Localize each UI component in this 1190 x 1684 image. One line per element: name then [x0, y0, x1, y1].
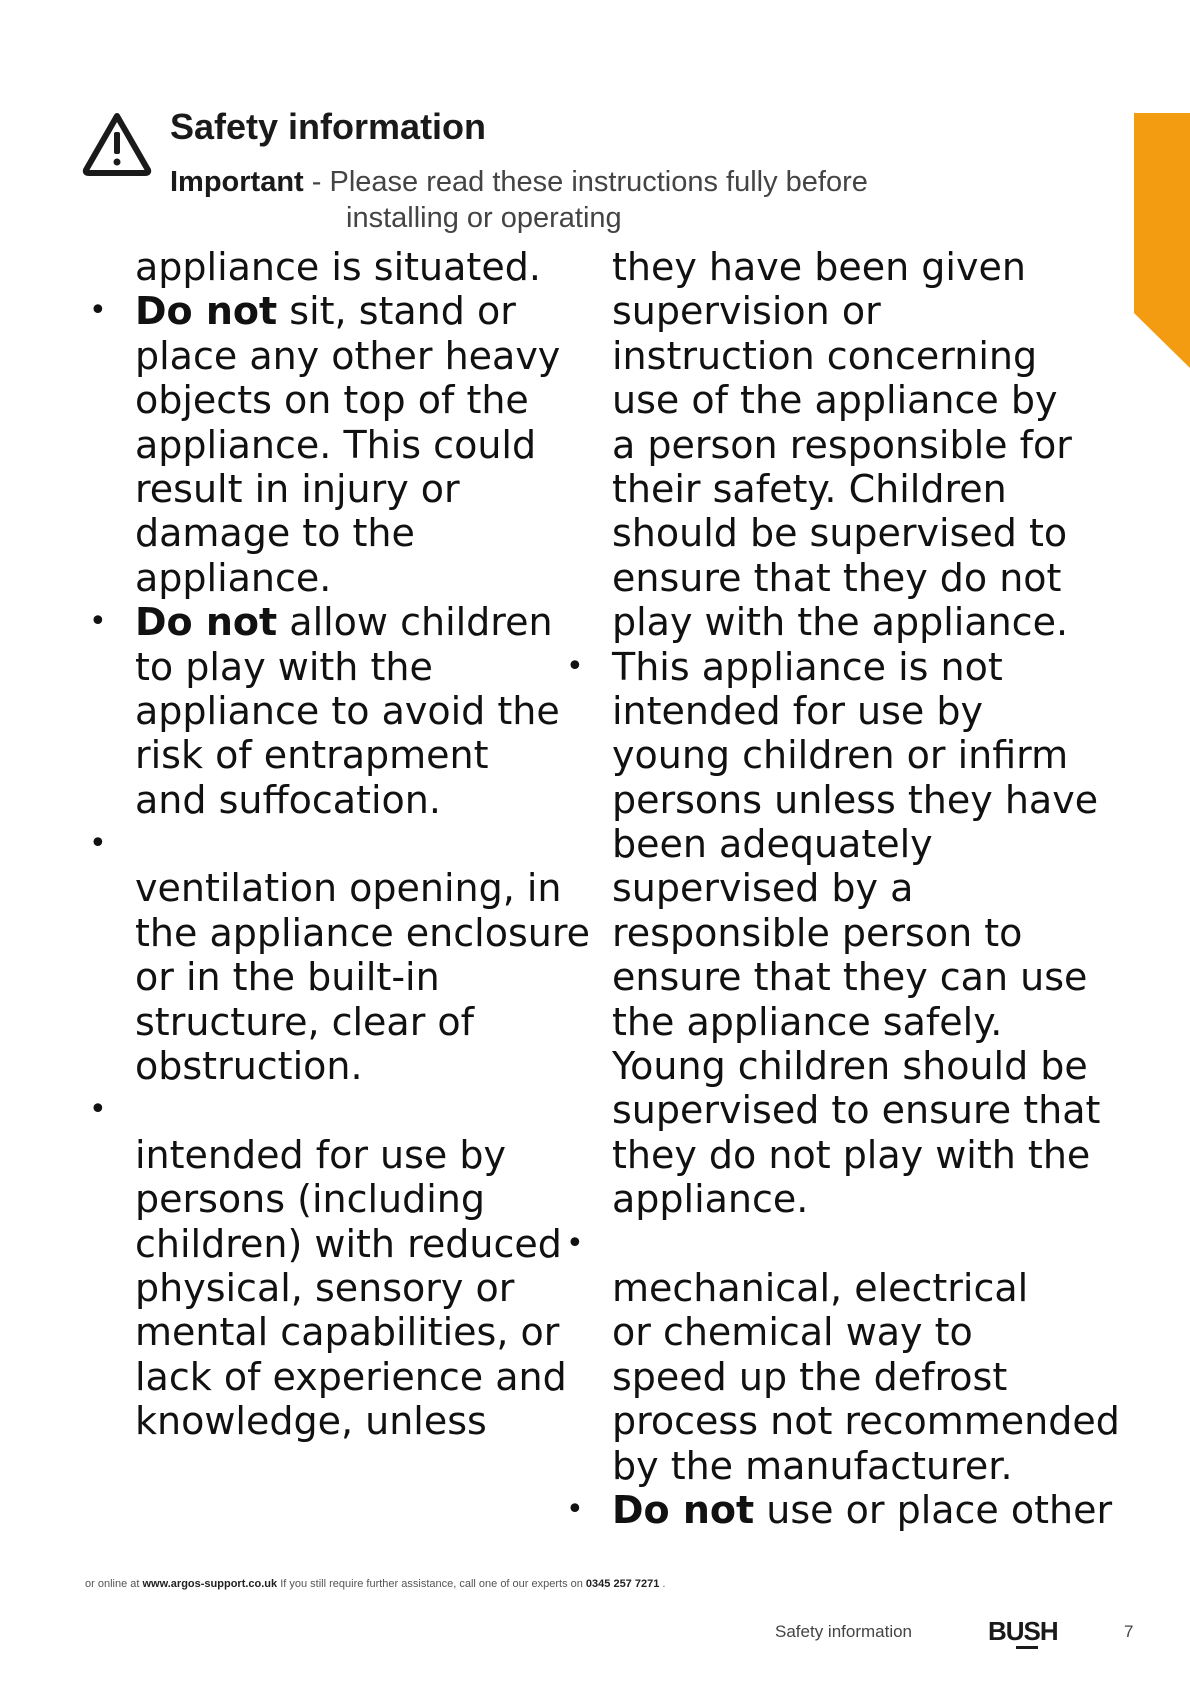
text-line [612, 334, 1132, 378]
line-text: supervised to ensure that [612, 1088, 1101, 1133]
text-line [135, 378, 605, 422]
line-text: or chemical way to [612, 1310, 973, 1355]
text-line [612, 378, 1132, 422]
text-line [135, 955, 605, 999]
line-text: intended for use by [135, 1132, 506, 1177]
text-line [135, 1000, 605, 1044]
line-text: mechanical, electrical [612, 1265, 1029, 1310]
text-line [135, 866, 605, 910]
text-line [612, 1000, 1132, 1044]
important-notice [170, 164, 868, 234]
text-line [612, 955, 1132, 999]
text-line [135, 1266, 605, 1310]
line-text: objects on top of the [135, 378, 529, 423]
text-line [135, 733, 605, 777]
line-text: appliance to avoid the [135, 688, 560, 733]
support-phone: 0345 257 7271 [585, 1578, 660, 1590]
text-line [612, 822, 1132, 866]
line-text: use or place other [754, 1487, 1113, 1532]
text-line [135, 423, 605, 467]
text-line [135, 1310, 605, 1354]
line-text: result in injury or [135, 466, 460, 511]
do-not-emphasis: Do not [135, 289, 278, 334]
text-line [135, 911, 605, 955]
brand-logo: BUSH [988, 1616, 1058, 1646]
text-line [135, 511, 605, 555]
line-text: ensure that they can use [612, 955, 1088, 1000]
line-text: lack of experience and [135, 1354, 567, 1399]
text-line [612, 289, 1132, 333]
line-text: place any other heavy [135, 333, 561, 378]
text-line [612, 467, 1132, 511]
line-text: responsible person to [612, 910, 1023, 955]
footer-note-suffix: . [659, 1578, 666, 1590]
line-text: persons unless they have [612, 777, 1099, 822]
text-line [612, 733, 1132, 777]
line-text: This appliance is not [612, 644, 1003, 689]
right-column [612, 245, 1132, 1532]
text-line [612, 1355, 1132, 1399]
text-line [135, 645, 605, 689]
bullet-line [612, 1488, 1132, 1532]
line-text: young children or infirm [612, 733, 1069, 778]
line-text: or in the built-in [135, 955, 440, 1000]
bullet-line [135, 600, 605, 644]
footer-note-prefix: or online at [85, 1578, 143, 1590]
line-text: children) with reduced [135, 1221, 562, 1266]
line-text: play with the appliance. [612, 600, 1069, 645]
line-text: persons (including [135, 1177, 486, 1222]
line-text: supervision or [612, 289, 881, 334]
text-line [135, 556, 605, 600]
line-text: process not recommended [612, 1399, 1120, 1444]
line-text: intended for use by [612, 688, 983, 733]
text-line [612, 1444, 1132, 1488]
text-line [135, 1399, 605, 1443]
line-text: to play with the [135, 644, 433, 689]
section-tab [1134, 113, 1190, 368]
text-line [612, 911, 1132, 955]
text-line [612, 689, 1132, 733]
line-text: the appliance safely. [612, 999, 1003, 1044]
bullet-line [135, 289, 605, 333]
text-line [612, 423, 1132, 467]
text-line [612, 1044, 1132, 1088]
line-text: speed up the defrost [612, 1354, 1008, 1399]
text-line [612, 1310, 1132, 1354]
text-line [612, 1266, 1132, 1310]
text-line [612, 1088, 1132, 1132]
line-text: sit, stand or [277, 289, 516, 334]
line-text: physical, sensory or [135, 1265, 515, 1310]
text-line [135, 1044, 605, 1088]
text-line [135, 689, 605, 733]
bullet-line [612, 1222, 1132, 1266]
do-not-emphasis: Do not [135, 600, 278, 645]
line-text: a person responsible for [612, 422, 1072, 467]
important-text-2: installing or operating [346, 202, 622, 234]
line-text: supervised by a [612, 866, 914, 911]
bullet-line [612, 645, 1132, 689]
footer-note [85, 1578, 665, 1590]
text-line [135, 1133, 605, 1177]
line-text: appliance. This could [135, 422, 537, 467]
line-text: allow children [277, 600, 553, 645]
text-line [612, 600, 1132, 644]
line-text: appliance. [612, 1177, 809, 1222]
brand-logo-underline [1016, 1646, 1038, 1649]
page-title: Safety information [170, 106, 487, 147]
line-text: risk of entrapment [135, 733, 489, 778]
important-text-1: - Please read these instructions fully before [303, 166, 868, 198]
text-line [135, 778, 605, 822]
line-text: appliance. [135, 555, 332, 600]
text-line [612, 866, 1132, 910]
bullet-line [135, 1088, 605, 1132]
support-link[interactable]: www.argos-support.co.uk [142, 1578, 278, 1590]
warning-triangle-icon [82, 112, 152, 176]
line-text: by the manufacturer. [612, 1443, 1013, 1488]
line-text: mental capabilities, or [135, 1310, 560, 1355]
do-not-emphasis: Do not [612, 1487, 755, 1532]
footer-section-label: Safety information [775, 1622, 913, 1641]
line-text: and suffocation. [135, 777, 441, 822]
text-line [612, 1177, 1132, 1221]
text-line [612, 1399, 1132, 1443]
left-column [135, 245, 605, 1444]
text-line [135, 1222, 605, 1266]
line-text: their safety. Children [612, 466, 1007, 511]
text-line [612, 1133, 1132, 1177]
text-line [135, 467, 605, 511]
text-line [612, 511, 1132, 555]
text-line [612, 778, 1132, 822]
text-line [135, 1177, 605, 1221]
line-text: the appliance enclosure [135, 910, 591, 955]
line-text: structure, clear of [135, 999, 475, 1044]
bullet-line [135, 822, 605, 866]
line-text: been adequately [612, 822, 933, 867]
line-text: obstruction. [135, 1044, 363, 1089]
important-label: Important [170, 166, 304, 198]
line-text: they do not play with the [612, 1132, 1091, 1177]
text-line [612, 556, 1132, 600]
line-text: ventilation opening, in [135, 866, 562, 911]
text-line [135, 334, 605, 378]
line-text: should be supervised to [612, 511, 1068, 556]
footer-note-middle: If you still require further assistance, call one of our experts on [277, 1578, 586, 1590]
text-line [612, 245, 1132, 289]
text-line [135, 1355, 605, 1399]
page-number: 7 [1124, 1622, 1134, 1641]
line-text: ensure that they do not [612, 555, 1062, 600]
line-text: Young children should be [612, 1044, 1088, 1089]
line-text: use of the appliance by [612, 378, 1058, 423]
line-text: appliance is situated. [135, 245, 541, 289]
line-text: knowledge, unless [135, 1399, 487, 1444]
text-line [135, 245, 605, 289]
line-text: instruction concerning [612, 333, 1038, 378]
line-text: damage to the [135, 511, 415, 556]
line-text: they have been given [612, 245, 1026, 289]
